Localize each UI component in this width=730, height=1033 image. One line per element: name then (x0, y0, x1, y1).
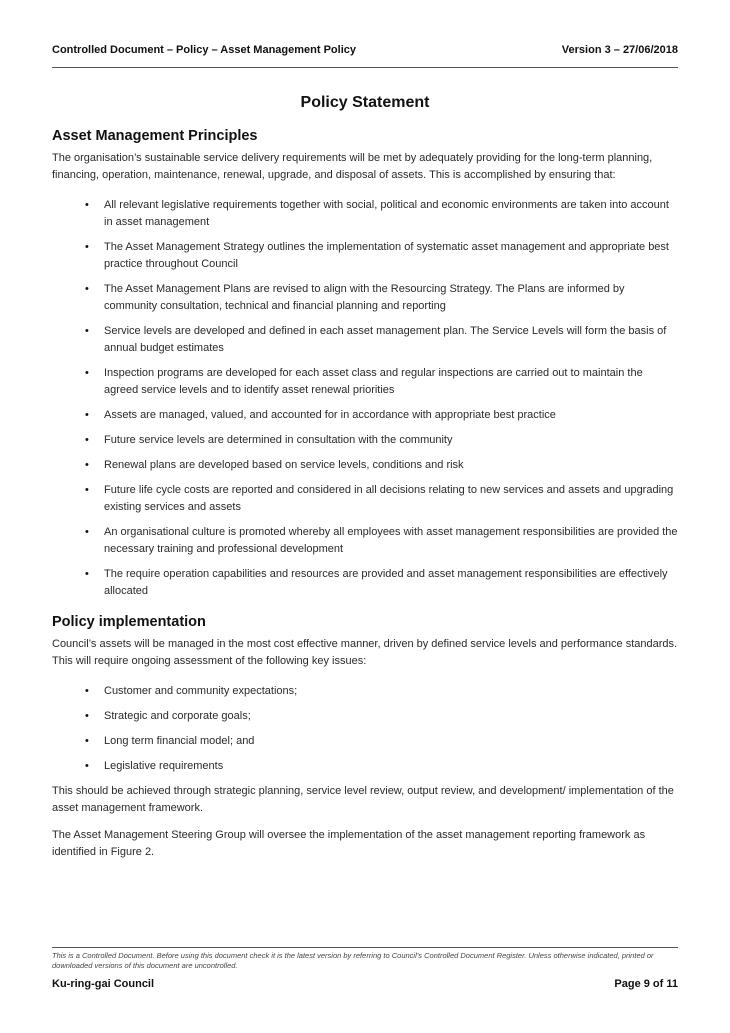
bullet-icon: • (85, 199, 89, 211)
bullet-icon: • (85, 241, 89, 253)
list-item: • Future life cycle costs are reported and considered in all decisions relating to new services and assets and upgrading existing services and assets (85, 484, 674, 513)
document-version: Version 3 – 27/06/2018 (561, 44, 678, 56)
bullet-icon: • (85, 367, 89, 379)
section-policy-implementation (52, 614, 678, 861)
list-item: • Strategic and corporate goals; (52, 708, 678, 725)
section-intro: The organisation’s sustainable service delivery requirements will be met by adequately providing for the long-term planning, financing, operation, maintenance, renewal, upgrade, and disposal of assets. This is accomplished by ensuring that: (52, 152, 653, 181)
list-item: • The Asset Management Plans are revised to align with the Resourcing Strategy. The Plans are informed by community consultation, technical and financial planning and reporting (85, 283, 625, 312)
paragraph: This should be achieved through strategic planning, service level review, output review, and development/ implementation of the asset management framework. (52, 785, 674, 814)
bullet-icon: • (85, 434, 89, 446)
list-item: • Renewal plans are developed based on service levels, conditions and risk (52, 457, 678, 474)
principles-list (52, 197, 678, 600)
section-asset-management-principles (52, 128, 678, 600)
bullet-icon: • (85, 459, 89, 471)
document-title: Controlled Document – Policy – Asset Management Policy (52, 44, 356, 56)
section-intro: Council’s assets will be managed in the most cost effective manner, driven by defined service levels and performance standards. This will require ongoing assessment of the following key issues: (52, 638, 678, 667)
bullet-icon: • (85, 409, 89, 421)
list-item: • Service levels are developed and defined in each asset management plan. The Service Levels will form the basis of annual budget estimates (85, 325, 667, 354)
section-heading: Asset Management Principles (52, 128, 258, 144)
list-item: • An organisational culture is promoted whereby all employees with asset management responsibilities are provided the necessary training and professional development (85, 526, 678, 555)
key-issues-list (52, 683, 678, 775)
organisation-name: Ku-ring-gai Council (52, 978, 155, 990)
list-item: • Legislative requirements (52, 758, 678, 775)
paragraph: The Asset Management Steering Group will oversee the implementation of the asset management reporting framework as identified in Figure 2. (52, 829, 646, 858)
page-footer (52, 978, 678, 990)
list-item: • Inspection programs are developed for each asset class and regular inspections are carried out to maintain the agreed service levels and to identify asset renewal priorities (85, 367, 643, 396)
page-header (52, 44, 678, 68)
list-item: • All relevant legislative requirements together with social, political and economic environments are taken into account in asset management (85, 199, 669, 228)
bullet-icon: • (85, 760, 89, 772)
bullet-icon: • (85, 735, 89, 747)
list-item: • Assets are managed, valued, and accounted for in accordance with appropriate best practice (52, 407, 678, 424)
bullet-icon: • (85, 484, 89, 496)
section-heading: Policy implementation (52, 614, 206, 630)
list-item: • Long term financial model; and (52, 733, 678, 750)
bullet-icon: • (85, 685, 89, 697)
list-item: • Future service levels are determined in consultation with the community (52, 432, 678, 449)
page-number: Page 9 of 11 (614, 978, 678, 990)
bullet-icon: • (85, 325, 89, 337)
bullet-icon: • (85, 710, 89, 722)
page-content (52, 94, 678, 861)
footer-disclaimer: This is a Controlled Document. Before using this document check it is the latest version by referring to Council’s Controlled Document Register. Unless otherwise indicated, printed or downloaded versions of this document are uncontrolled. (52, 951, 654, 970)
bullet-icon: • (85, 568, 89, 580)
page-title: Policy Statement (300, 94, 430, 111)
bullet-icon: • (85, 283, 89, 295)
footer-divider (52, 947, 678, 948)
list-item: • The Asset Management Strategy outlines the implementation of systematic asset management and appropriate best practice throughout Council (85, 241, 669, 270)
list-item: • The require operation capabilities and resources are provided and asset management responsibilities are effectively allocated (85, 568, 668, 597)
list-item: • Customer and community expectations; (52, 683, 678, 700)
bullet-icon: • (85, 526, 89, 538)
